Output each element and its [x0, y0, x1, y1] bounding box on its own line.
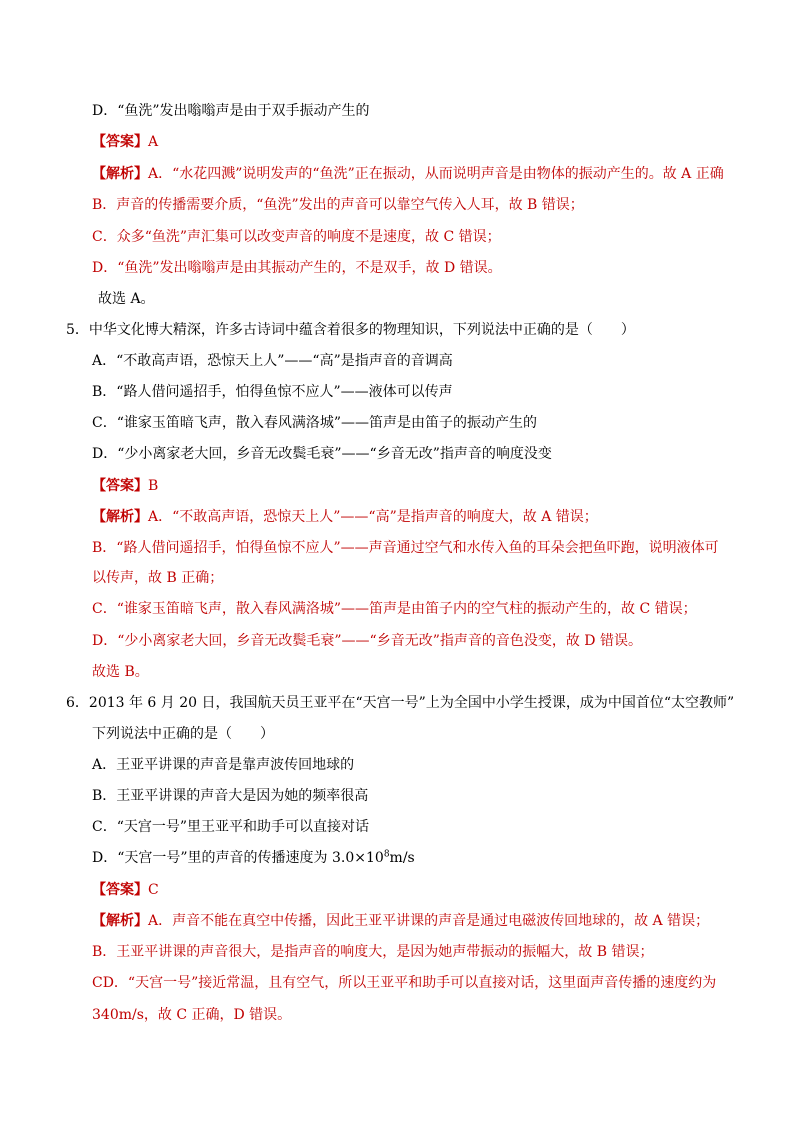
q5-stem: 5．中华文化博大精深，许多古诗词中蕴含着很多的物理知识，下列说法中正确的是（ ） [66, 322, 635, 338]
q5-answer [92, 475, 158, 497]
q6-analysis-tag: 【解析】 [92, 913, 148, 929]
q6-analysis-line-4: 340m/s，故 C 正确，D 错误。 [92, 1007, 292, 1023]
q4-conclusion: 故选 A。 [98, 291, 155, 307]
q5-analysis-line-3: 以传声，故 B 正确； [92, 570, 224, 586]
q5-option-d: D．“少小离家老大回，乡音无改鬓毛衰”——“乡音无改”指声音的响度没变 [92, 446, 552, 462]
q5-analysis-tag: 【解析】 [92, 509, 148, 525]
q6-stem-line-1: 6．2013 年 6 月 20 日，我国航天员王亚平在“天宫一号”上为全国中小学生授课，成为中国首位“太空教师” [66, 695, 735, 711]
q6-option-d-unit: m/s [389, 850, 415, 866]
q5-analysis-line-1 [92, 506, 598, 528]
q4-analysis-line-1 [92, 163, 724, 185]
q6-answer-value: C [148, 882, 159, 898]
q6-option-d [92, 847, 415, 869]
q6-answer-tag: 【答案】 [92, 882, 148, 898]
q6-option-d-prefix: D．“天宫一号”里的声音的传播速度为 3.0×10 [92, 850, 384, 866]
q4-analysis-line-2: B．声音的传播需要介质，“鱼洗”发出的声音可以靠空气传入人耳，故 B 错误； [92, 197, 584, 213]
q6-analysis-text-1: A．声音不能在真空中传播，因此王亚平讲课的声音是通过电磁波传回地球的，故 A 错误； [148, 913, 710, 929]
q5-option-b: B．“路人借问遥招手，怕得鱼惊不应人”——液体可以传声 [92, 384, 453, 400]
q6-option-c: C．“天宫一号”里王亚平和助手可以直接对话 [92, 819, 370, 835]
q6-option-d-exponent: 8 [383, 849, 390, 860]
q6-option-a: A．王亚平讲课的声音是靠声波传回地球的 [92, 757, 355, 773]
q4-analysis-tag: 【解析】 [92, 166, 148, 182]
q5-analysis-line-2: B．“路人借问遥招手，怕得鱼惊不应人”——声音通过空气和水传入鱼的耳朵会把鱼吓跑，说明液体可 [92, 540, 719, 556]
q5-analysis-line-4: C．“谁家玉笛暗飞声，散入春风满洛城”——笛声是由笛子内的空气柱的振动产生的，故 C 错误； [92, 601, 697, 617]
q5-option-a: A．“不敢高声语，恐惊天上人”——“高”是指声音的音调高 [92, 353, 453, 369]
q4-analysis-text-1: A．“水花四溅”说明发声的“鱼洗”正在振动，从而说明声音是由物体的振动产生的。故 A 正确 [148, 166, 724, 182]
q4-answer-tag: 【答案】 [92, 134, 148, 150]
q6-answer [92, 879, 159, 901]
q5-analysis-line-5: D．“少小离家老大回，乡音无改鬓毛衰”——“乡音无改”指声音的音色没变，故 D 错误。 [92, 633, 642, 649]
q4-option-d: D．“鱼洗”发出嗡嗡声是由于双手振动产生的 [92, 103, 370, 119]
q6-analysis-line-2: B．王亚平讲课的声音很大，是指声音的响度大，是因为她声带振动的振幅大，故 B 错误； [92, 944, 654, 960]
q6-analysis-line-1 [92, 910, 709, 932]
q5-answer-value: B [148, 478, 159, 494]
q6-option-b: B．王亚平讲课的声音大是因为她的频率很高 [92, 788, 369, 804]
q4-analysis-line-4: D．“鱼洗”发出嗡嗡声是由其振动产生的，不是双手，故 D 错误。 [92, 260, 502, 276]
q6-analysis-line-3: CD．“天宫一号”接近常温，且有空气，所以王亚平和助手可以直接对话，这里面声音传播的速度约为 [92, 975, 717, 991]
q4-answer-value: A [148, 134, 159, 150]
q5-analysis-text-1: A．“不敢高声语，恐惊天上人”——“高”是指声音的响度大，故 A 错误； [148, 509, 598, 525]
q5-answer-tag: 【答案】 [92, 478, 148, 494]
q5-option-c: C．“谁家玉笛暗飞声，散入春风满洛城”——笛声是由笛子的振动产生的 [92, 415, 538, 431]
q6-stem-line-2: 下列说法中正确的是（ ） [92, 726, 274, 742]
q5-conclusion: 故选 B。 [92, 664, 149, 680]
q4-analysis-line-3: C．众多“鱼洗”声汇集可以改变声音的响度不是速度，故 C 错误； [92, 229, 501, 245]
q4-answer [92, 131, 158, 153]
